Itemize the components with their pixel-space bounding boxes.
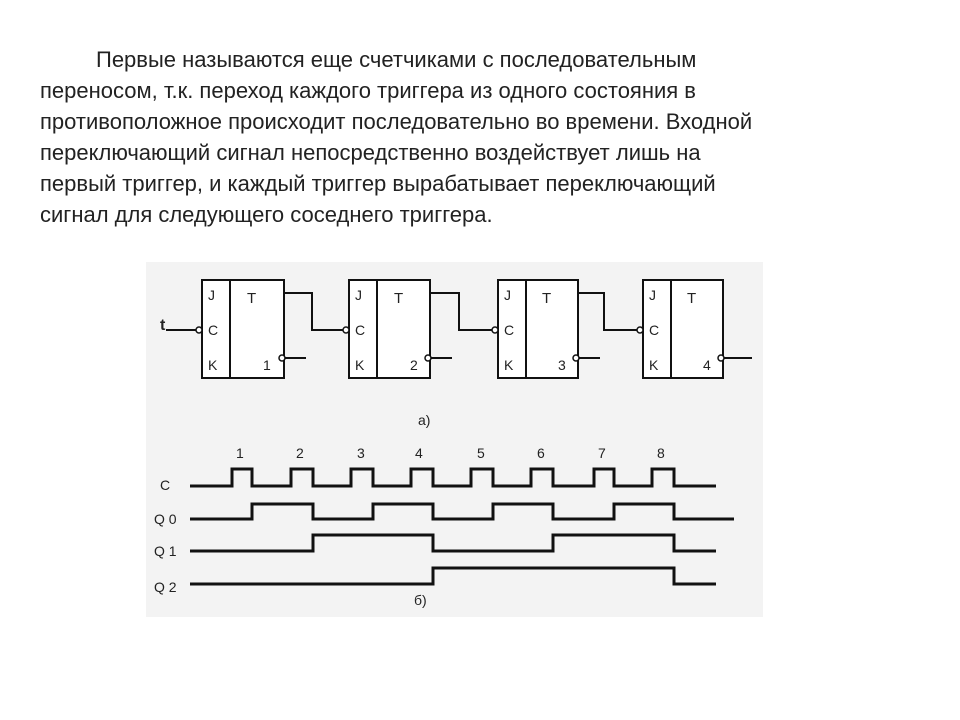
- timing-diagram: [154, 445, 734, 595]
- trigger-1: [196, 280, 285, 378]
- text-line: Первые называются еще счетчиками с последовательным: [96, 47, 697, 72]
- clock-inversion-circle: [492, 327, 498, 333]
- clock-inversion-circle: [343, 327, 349, 333]
- pin-k-label: K: [208, 357, 218, 373]
- pin-j-label: J: [649, 287, 656, 303]
- waveform-q0: [190, 504, 734, 519]
- clock-inversion-circle: [196, 327, 202, 333]
- pulse-number: 1: [236, 445, 244, 461]
- wire-3-4: [578, 293, 639, 330]
- output-inversion-circle: [425, 355, 431, 361]
- pin-j-label: J: [504, 287, 511, 303]
- signal-label-q0: Q 0: [154, 511, 177, 527]
- pin-j-label: J: [355, 287, 362, 303]
- output-inversion-circle: [718, 355, 724, 361]
- waveform-q2: [190, 568, 716, 584]
- trigger-type-label: T: [687, 290, 697, 307]
- text-line: первый триггер, и каждый триггер вырабатывает переключающий: [40, 171, 716, 196]
- text-line: сигнал для следующего соседнего триггера.: [40, 202, 493, 227]
- pin-k-label: K: [355, 357, 365, 373]
- signal-label-q1: Q 1: [154, 543, 177, 559]
- pin-c-label: C: [649, 322, 660, 338]
- trigger-number: 4: [703, 357, 711, 373]
- output-inversion-circle: [573, 355, 579, 361]
- waveform-c: [190, 469, 716, 486]
- pulse-number: 3: [357, 445, 365, 461]
- signal-label-q2: Q 2: [154, 579, 177, 595]
- text-line: противоположное происходит последовательно во времени. Входной: [40, 109, 753, 134]
- signal-label-c: C: [160, 477, 171, 493]
- pulse-number: 4: [415, 445, 423, 461]
- text-line: переключающий сигнал непосредственно воздействует лишь на: [40, 140, 701, 165]
- pin-k-label: K: [649, 357, 659, 373]
- trigger-4: [637, 280, 724, 378]
- pin-c-label: C: [504, 322, 515, 338]
- input-label: t: [160, 317, 166, 334]
- pulse-number: 5: [477, 445, 485, 461]
- figure-svg: [146, 262, 763, 617]
- pulse-number: 8: [657, 445, 665, 461]
- caption-a: а): [418, 412, 431, 428]
- trigger-number: 1: [263, 357, 271, 373]
- text-line: переносом, т.к. переход каждого триггера из одного состояния в: [40, 78, 696, 103]
- trigger-2: [343, 280, 431, 378]
- output-inversion-circle: [279, 355, 285, 361]
- trigger-number: 3: [558, 357, 566, 373]
- wire-2-3: [430, 293, 494, 330]
- caption-b: б): [414, 592, 427, 608]
- pulse-number: 2: [296, 445, 304, 461]
- trigger-3: [492, 280, 579, 378]
- clock-inversion-circle: [637, 327, 643, 333]
- pin-c-label: C: [208, 322, 219, 338]
- paragraph: [40, 44, 920, 230]
- trigger-type-label: T: [394, 290, 404, 307]
- waveform-q1: [190, 535, 716, 551]
- pin-k-label: K: [504, 357, 514, 373]
- pulse-number: 7: [598, 445, 606, 461]
- trigger-type-label: T: [247, 290, 257, 307]
- counter-figure: [146, 262, 763, 617]
- pulse-number: 6: [537, 445, 545, 461]
- wire-1-2: [284, 293, 346, 330]
- trigger-number: 2: [410, 357, 418, 373]
- pin-c-label: C: [355, 322, 366, 338]
- pin-j-label: J: [208, 287, 215, 303]
- trigger-type-label: T: [542, 290, 552, 307]
